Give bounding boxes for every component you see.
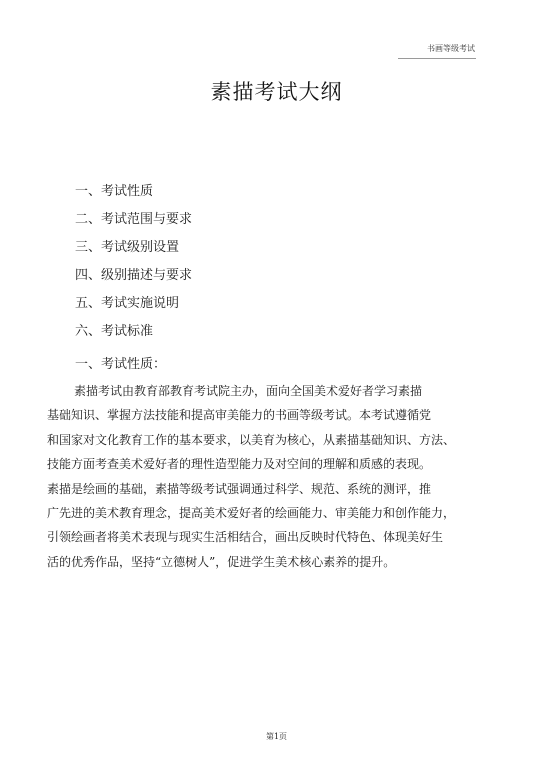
toc-item-1: 一、考试性质: [75, 184, 154, 199]
toc-item-2: 二、考试范围与要求: [75, 212, 193, 227]
body-line-6: 广先进的美术教育理念，提高美术爱好者的绘画能力、审美能力和创作能力，: [47, 505, 456, 520]
header-rule: [398, 58, 476, 59]
toc-item-4: 四、级别描述与要求: [75, 268, 193, 283]
section-heading: 一、考试性质：: [75, 357, 167, 372]
document-title: 素描考试大纲: [210, 80, 343, 104]
toc-item-5: 五、考试实施说明: [75, 296, 180, 311]
body-line-4: 技能方面考查美术爱好者的理性造型能力及对空间的理解和质感的表现。: [47, 457, 432, 472]
body-line-7: 引领绘画者将美术表现与现实生活相结合，画出反映时代特色、体现美好生: [47, 530, 444, 545]
body-paragraph: [47, 379, 455, 574]
body-line-3: 和国家对文化教育工作的基本要求，以美育为核心，从素描基础知识、方法、: [47, 432, 456, 447]
body-line-2: 基础知识、掌握方法技能和提高审美能力的书画等级考试。本考试遵循党: [47, 408, 432, 423]
table-of-contents: [75, 178, 192, 346]
body-line-5: 素描是绘画的基础，素描等级考试强调通过科学、规范、系统的测评，推: [47, 481, 432, 496]
toc-item-3: 三、考试级别设置: [75, 240, 180, 255]
running-header: 书画等级考试: [427, 44, 475, 53]
page-number: 第1页: [265, 732, 288, 741]
toc-item-6: 六、考试标准: [75, 324, 154, 339]
body-line-8: 活的优秀作品，坚持“立德树人”，促进学生美术核心素养的提升。: [47, 554, 396, 569]
body-line-1: 素描考试由教育部教育考试院主办，面向全国美术爱好者学习素描: [74, 384, 423, 398]
